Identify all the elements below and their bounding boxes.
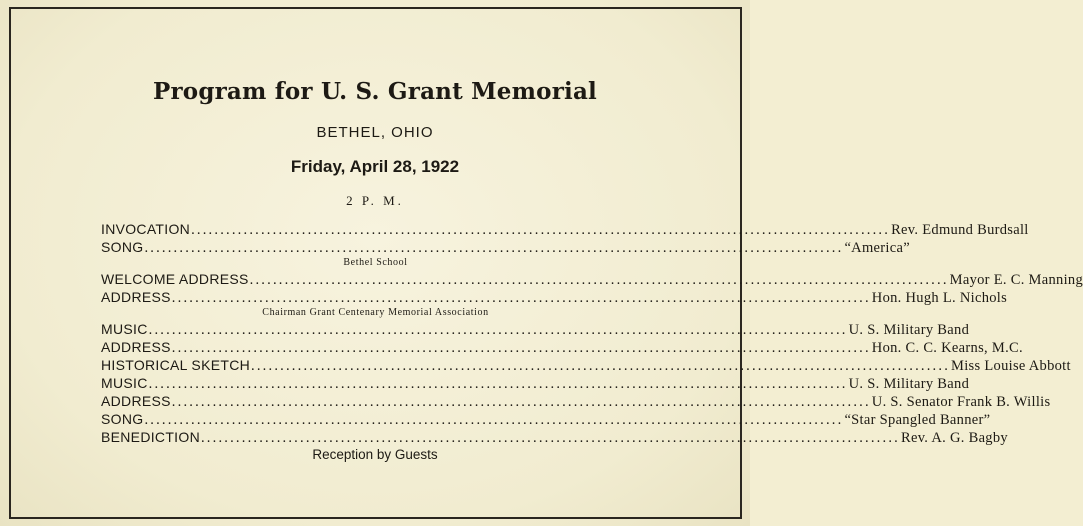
leader-dots: ........................................................................................................................: [171, 340, 871, 356]
program-item: [101, 410, 991, 428]
item-note: Bethel School: [343, 257, 408, 268]
program-item: [101, 338, 1023, 356]
item-part: ADDRESS: [101, 289, 171, 305]
leader-dots: ........................................................................................................................: [171, 394, 871, 410]
item-part: WELCOME ADDRESS: [101, 271, 249, 287]
item-performer: “America”: [844, 240, 910, 256]
item-performer: Miss Louise Abbott: [951, 358, 1071, 374]
program-list: [101, 220, 1083, 446]
closing-line: Reception by Guests: [312, 447, 438, 462]
leader-dots: ........................................................................................................................: [191, 222, 891, 238]
leader-dots: ........................................................................................................................: [148, 322, 848, 338]
item-performer: U. S. Military Band: [848, 322, 970, 338]
program-item: [101, 356, 1071, 374]
program-item: [101, 220, 1029, 238]
program-item: [101, 392, 1051, 410]
item-performer: Hon. Hugh L. Nichols: [871, 290, 1008, 306]
leader-dots: ........................................................................................................................: [171, 290, 871, 306]
program-item: [101, 428, 1008, 446]
item-part: SONG: [101, 239, 144, 255]
program-item: [101, 238, 910, 256]
leader-dots: ........................................................................................................................: [144, 240, 844, 256]
item-part: BENEDICTION: [101, 429, 200, 445]
program-item: [101, 320, 970, 338]
item-note: Chairman Grant Centenary Memorial Association: [262, 307, 489, 318]
item-performer: Hon. C. C. Kearns, M.C.: [871, 340, 1023, 356]
leader-dots: ........................................................................................................................: [144, 412, 844, 428]
program-item: [101, 374, 970, 392]
program-item: [101, 288, 1008, 306]
location: BETHEL, OHIO: [316, 124, 434, 141]
leader-dots: ........................................................................................................................: [249, 272, 949, 288]
item-part: INVOCATION: [101, 221, 191, 237]
leader-dots: ........................................................................................................................: [200, 430, 900, 446]
program-title: Program for U. S. Grant Memorial: [152, 78, 597, 105]
item-performer: Rev. Edmund Burdsall: [891, 222, 1029, 238]
item-part: ADDRESS: [101, 393, 171, 409]
event-time: 2 P. M.: [346, 193, 404, 208]
item-part: HISTORICAL SKETCH: [101, 357, 251, 373]
item-performer: U. S. Military Band: [848, 376, 970, 392]
item-performer: Rev. A. G. Bagby: [900, 430, 1008, 446]
item-performer: Mayor E. C. Manning: [949, 272, 1083, 288]
item-performer: “Star Spangled Banner”: [844, 412, 991, 428]
program-item: [101, 270, 1083, 288]
event-date: Friday, April 28, 1922: [290, 157, 460, 176]
item-part: ADDRESS: [101, 339, 171, 355]
item-part: MUSIC: [101, 375, 148, 391]
leader-dots: ........................................................................................................................: [148, 376, 848, 392]
item-part: SONG: [101, 411, 144, 427]
leader-dots: ........................................................................................................................: [251, 358, 951, 374]
item-part: MUSIC: [101, 321, 148, 337]
item-performer: U. S. Senator Frank B. Willis: [871, 394, 1051, 410]
